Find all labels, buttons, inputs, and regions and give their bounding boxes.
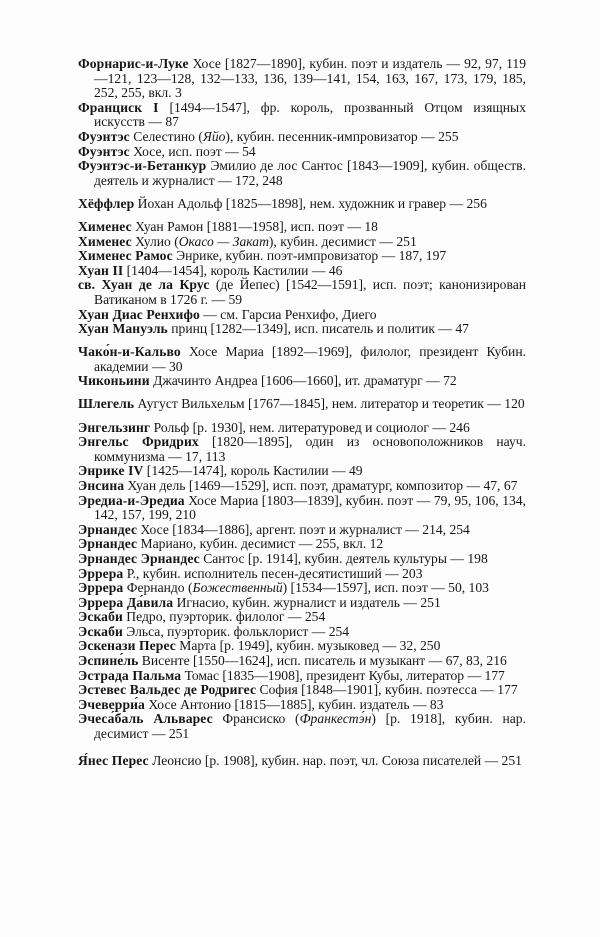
entry-text: Хосе [1827—1890], кубин. поэт и издатель — 92, 97, 119—121, 123—128, 132—133, 136, 139—141, 154, 163, 167, 173, 179, 185, 252, 255, вкл. 3: [94, 56, 526, 101]
index-entry: [78, 567, 526, 582]
entry-text: Р., кубин. исполнитель песен-десятистиший — 203: [123, 565, 423, 581]
index-entry: [78, 669, 526, 684]
entry-headword: Эскаби: [78, 609, 123, 625]
index-entry: [78, 374, 526, 389]
entry-headword: Эчеса́баль Альварес: [78, 711, 213, 727]
index-entry: [78, 596, 526, 611]
index-entry: [78, 654, 526, 669]
index-entry: [78, 235, 526, 250]
entry-text: Хосе, исп. поэт — 54: [129, 143, 256, 159]
entry-headword: Энгельс Фридрих: [78, 434, 199, 450]
entry-text: Сантос [р. 1914], кубин. деятель культуры — 198: [199, 550, 488, 566]
entry-text: Фернандо (: [123, 580, 193, 596]
entry-headword: Эчеверри́а: [78, 696, 145, 712]
entry-headword: Эредиа-и-Эредиа: [78, 492, 185, 508]
entry-nickname: Божественный: [192, 580, 283, 596]
entry-text: [1425—1474], король Кастилии — 49: [143, 463, 363, 479]
entry-text: Аугуст Вильхельм [1767—1845], нем. литератор и теоретик — 120: [134, 396, 525, 412]
entry-text: принц [1282—1349], исп. писатель и политик — 47: [167, 321, 469, 337]
entry-headword: св. Хуан де ла Крус: [78, 277, 210, 293]
entry-text: Франсиско (: [212, 711, 300, 727]
entry-text: Хосе Антонио [1815—1885], кубин. издатель — 83: [144, 696, 444, 712]
index-entry: [78, 197, 526, 212]
entry-text: Хуан дель [1469—1529], исп. поэт, драматург, композитор — 47, 67: [124, 477, 518, 493]
entry-headword: Эскенази Перес: [78, 638, 176, 654]
index-entry: [78, 537, 526, 552]
entry-text: Висенте [1550—1624], исп. писатель и музыкант — 67, 83, 216: [138, 653, 507, 669]
entry-headword: Франциск I: [78, 99, 159, 115]
entry-headword: Эррера Да́вила: [78, 594, 174, 610]
entry-text: Игнасио, кубин. журналист и издатель — 251: [173, 594, 441, 610]
entry-text: [1494—1547], фр. король, прозванный Отцом изящных искусств — 87: [94, 99, 526, 130]
index-entry: [78, 421, 526, 436]
entry-headword: Энрике IV: [78, 463, 144, 479]
entry-text: София [1848—1901], кубин. поэтесса — 177: [256, 682, 518, 698]
index-entry: [78, 345, 526, 374]
entry-nickname: Франкестэ́н: [299, 711, 372, 727]
entry-headword: Эрнандес: [78, 536, 138, 552]
entry-headword: Фуэнтэс-и-Бетанкур: [78, 158, 207, 174]
entry-text: Хосе Мариа [1803—1839], кубин. поэт — 79, 95, 106, 134, 142, 157, 199, 210: [94, 492, 526, 523]
entry-headword: Эррера: [78, 565, 124, 581]
entry-text: Рольф [р. 1930], нем. литературовед и социолог — 246: [150, 419, 470, 435]
entry-text: Селестино (: [129, 128, 203, 144]
name-index-column: [78, 57, 526, 768]
entry-headword: Хименес: [78, 218, 132, 234]
entry-text: Эмилио де лос Сантос [1843—1909], кубин. обществ. деятель и журналист — 172, 248: [94, 158, 526, 188]
entry-headword: Шлегель: [78, 396, 135, 412]
entry-headword: Я́нес Перес: [78, 752, 149, 768]
entry-headword: Эстевес Вальдес де Родригес: [78, 682, 257, 698]
index-entry: [78, 57, 526, 101]
index-entry: [78, 523, 526, 538]
index-entry: [78, 220, 526, 235]
index-entry: [78, 159, 526, 188]
index-entry: [78, 464, 526, 479]
entry-headword: Чиконьини: [78, 373, 150, 389]
index-entry: [78, 494, 526, 523]
entry-headword: Энсина: [78, 477, 125, 493]
entry-headword: Хименес Рамос: [78, 248, 173, 264]
entry-nickname: Окасо — Закат: [178, 233, 269, 249]
index-entry: [78, 308, 526, 323]
entry-headword: Эрнандес Эрнандес: [78, 550, 200, 566]
entry-text: [1404—1454], король Кастилии — 46: [123, 262, 343, 278]
entry-headword: Форнарис-и-Луке: [78, 56, 189, 71]
index-entry: [78, 581, 526, 596]
index-entry: [78, 610, 526, 625]
entry-text: Педро, пуэрторик. филолог — 254: [122, 609, 326, 625]
entry-text: Йохан Адольф [1825—1898], нем. художник и гравер — 256: [134, 195, 487, 211]
index-entry: [78, 249, 526, 264]
entry-headword: Хёффлер: [78, 195, 135, 211]
entry-text-tail: ), кубин. десимист — 251: [268, 233, 417, 249]
entry-headword: Эспине́ль: [78, 653, 139, 669]
entry-headword: Фуэнтэс: [78, 143, 130, 159]
entry-nickname: Яйо: [202, 128, 226, 144]
entry-headword: Хуан II: [78, 262, 124, 278]
entry-headword: Энгельзинг: [78, 419, 151, 435]
entry-text: Хосе Мариа [1892—1969], филолог, президент Кубин. академии — 30: [94, 344, 526, 374]
entry-text: — см. Гарсиа Ренхифо, Диего: [199, 306, 377, 322]
index-entry: [78, 712, 526, 741]
index-entry: [78, 683, 526, 698]
entry-text: Энрике, кубин. поэт-импровизатор — 187, 197: [172, 248, 447, 264]
index-entry: [78, 435, 526, 464]
index-entry: [78, 552, 526, 567]
entry-text-tail: ) [р. 1918], кубин. нар. десимист — 251: [94, 711, 526, 742]
entry-text-tail: ), кубин. песенник-импровизатор — 255: [225, 128, 459, 144]
entry-headword: Эррера: [78, 580, 124, 596]
index-entry: [78, 479, 526, 494]
entry-headword: Чако́н-и-Кальво: [78, 344, 181, 360]
index-entry: [78, 625, 526, 640]
index-entry: [78, 130, 526, 145]
entry-text: (де Йепес) [1542—1591], исп. поэт; канонизирован Ватиканом в 1726 г. — 59: [94, 277, 526, 307]
entry-text: Хосе [1834—1886], аргент. поэт и журналист — 214, 254: [137, 521, 470, 537]
entry-text: Мариано, кубин. десимист — 255, вкл. 12: [137, 536, 384, 552]
index-entry: [78, 639, 526, 654]
entry-headword: Хуан Мануэль: [78, 321, 168, 337]
entry-headword: Эскаби: [78, 623, 123, 639]
entry-text: Хуан Рамон [1881—1958], исп. поэт — 18: [131, 218, 378, 234]
index-entry: [78, 322, 526, 337]
entry-headword: Хименес: [78, 233, 132, 249]
index-entry: [78, 278, 526, 307]
entry-text: Джачинто Андреа [1606—1660], ит. драматург — 72: [149, 373, 457, 389]
index-entry: [78, 754, 526, 769]
entry-headword: Эстрада Пальма: [78, 667, 182, 683]
entry-text: Хулио (: [131, 233, 179, 249]
index-entry: [78, 397, 526, 412]
entry-text: Леонсио [р. 1908], кубин. нар. поэт, чл. Союза писателей — 251: [148, 752, 522, 768]
entry-text-tail: ) [1534—1597], исп. поэт — 50, 103: [282, 580, 489, 596]
entry-headword: Эрнандес: [78, 521, 138, 537]
index-entry: [78, 145, 526, 160]
entry-text: Эльса, пуэрторик. фольклорист — 254: [122, 623, 350, 639]
entry-text: Томас [1835—1908], президент Кубы, литератор — 177: [181, 667, 505, 683]
entry-text: Марта [р. 1949], кубин. музыковед — 32, 250: [175, 638, 441, 654]
entry-headword: Фуэнтэс: [78, 128, 130, 144]
entry-text: [1820—1895], один из основоположников науч. коммунизма — 17, 113: [94, 434, 526, 464]
entry-headword: Хуан Диас Ренхифо: [78, 306, 200, 322]
index-entry: [78, 101, 526, 130]
